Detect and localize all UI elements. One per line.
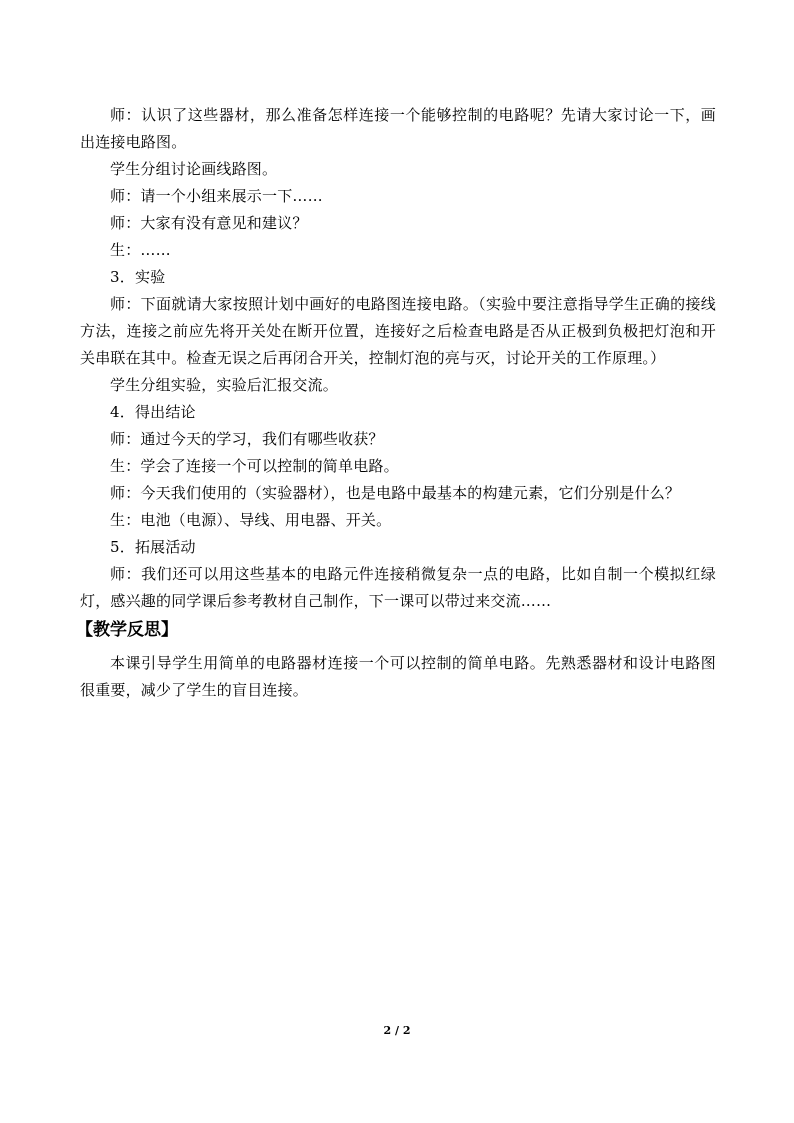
document-body xyxy=(76,102,716,704)
paragraph: 学生分组讨论画线路图。 xyxy=(110,160,278,178)
page-number: 2 / 2 xyxy=(383,1024,411,1037)
paragraph: 生：…… xyxy=(110,241,171,259)
paragraph: 学生分组实验，实验后汇报交流。 xyxy=(110,376,339,394)
section-step-extension: 5．拓展活动 xyxy=(110,538,196,556)
paragraph: 师：今天我们使用的（实验器材），也是电路中最基本的构建元素，它们分别是什么？ xyxy=(110,484,681,502)
paragraph: 师：请一个小组来展示一下…… xyxy=(110,187,323,205)
reflection-text: 本课引导学生用简单的电路器材连接一个可以控制的简单电路。先熟悉器材和设计电路图很重要，减少了学生的盲目连接。 xyxy=(80,654,716,699)
paragraph: 师：通过今天的学习，我们有哪些收获？ xyxy=(110,430,384,448)
paragraph: 师：认识了这些器材，那么准备怎样连接一个能够控制的电路呢？先请大家讨论一下，画出连接电路图。 xyxy=(80,106,716,151)
paragraph: 师：下面就请大家按照计划中画好的电路图连接电路。（实验中要注意指导学生正确的接线方法，连接之前应先将开关处在断开位置，连接好之后检查电路是否从正极到负极把灯泡和开关串联在其中。检查无误之后再闭合开关，控制灯泡的亮与灭，讨论开关的工作原理。） xyxy=(80,295,716,367)
paragraph: 生：学会了连接一个可以控制的简单电路。 xyxy=(110,457,399,475)
reflection-heading: 【教学反思】 xyxy=(76,620,178,640)
paragraph: 师：我们还可以用这些基本的电路元件连接稍微复杂一点的电路，比如自制一个模拟红绿灯，感兴趣的同学课后参考教材自己制作，下一课可以带过来交流…… xyxy=(80,565,716,610)
section-step-conclusion: 4．得出结论 xyxy=(110,403,196,421)
paragraph: 师：大家有没有意见和建议？ xyxy=(110,214,308,232)
section-step-experiment: 3．实验 xyxy=(110,268,166,286)
paragraph: 生：电池（电源）、导线、用电器、开关。 xyxy=(110,511,392,529)
